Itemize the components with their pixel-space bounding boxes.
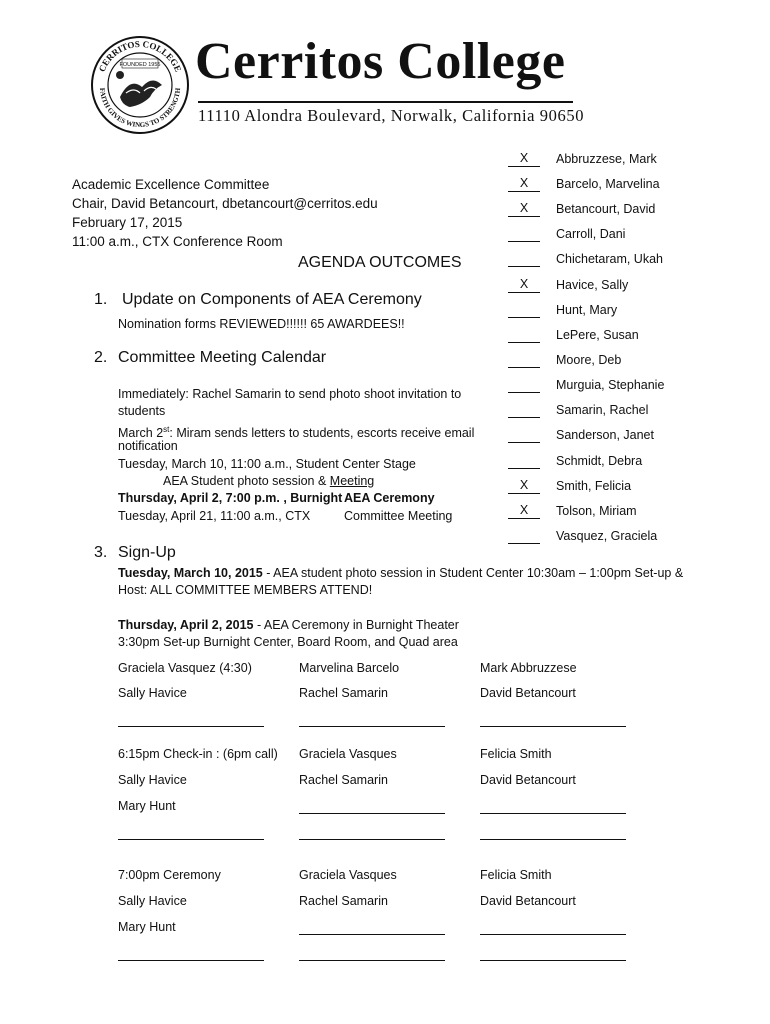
signup-name: David Betancourt [480, 773, 576, 787]
attendee-name: Carroll, Dani [556, 227, 626, 241]
signup-name: Graciela Vasques [299, 747, 397, 761]
signup-blank-line [480, 934, 626, 935]
signup-name: 7:00pm Ceremony [118, 868, 221, 882]
attendee-name: Moore, Deb [556, 353, 622, 367]
college-address: 11110 Alondra Boulevard, Norwalk, California 90650 [198, 106, 585, 125]
attendance-mark [508, 353, 540, 368]
signup-blank-line [299, 726, 445, 727]
signup-name: Felicia Smith [480, 747, 552, 761]
signup-name: Rachel Samarin [299, 686, 388, 700]
signup-blank-line [480, 726, 626, 727]
attendee-name: LePere, Susan [556, 328, 639, 342]
signup-name: Mary Hunt [118, 799, 176, 813]
attendee-name: Hunt, Mary [556, 303, 618, 317]
signup-name: Mary Hunt [118, 920, 176, 934]
section-3-title: Sign-Up [118, 544, 176, 561]
signup-paragraph: 3:30pm Set-up Burnight Center, Board Room, and Quad area [118, 635, 458, 649]
attendance-mark [508, 428, 540, 443]
calendar-line: AEA Student photo session & Meeting [163, 474, 375, 488]
signup-blank-line [480, 839, 626, 840]
college-seal-logo [90, 35, 190, 135]
signup-blank-line [299, 934, 445, 935]
signup-blank-line [299, 813, 445, 814]
seal-center-text: FOUNDED 1955 [119, 62, 161, 68]
attendance-mark [508, 378, 540, 393]
calendar-line: students [118, 404, 166, 418]
attendance-mark [508, 403, 540, 418]
committee-chair: Chair, David Betancourt, dbetancourt@cerritos.edu [72, 196, 378, 211]
signup-blank-line [299, 960, 445, 961]
calendar-line: Committee Meeting [344, 509, 453, 523]
attendance-mark [508, 328, 540, 343]
attendance-mark: X [508, 177, 540, 192]
college-name: Cerritos College [195, 33, 566, 90]
attendance-mark [508, 454, 540, 469]
nomination-note: Nomination forms REVIEWED!!!!!! 65 AWARDEES!! [118, 317, 405, 331]
signup-name: Graciela Vasquez (4:30) [118, 661, 252, 675]
section-1-number: 1. [94, 291, 108, 308]
signup-name: Rachel Samarin [299, 773, 388, 787]
attendee-name: Sanderson, Janet [556, 428, 654, 442]
attendee-name: Barcelo, Marvelina [556, 177, 660, 191]
signup-name: 6:15pm Check-in : (6pm call) [118, 747, 278, 761]
attendance-mark [508, 303, 540, 318]
signup-blank-line [480, 960, 626, 961]
signup-name: David Betancourt [480, 686, 576, 700]
section-2-number: 2. [94, 349, 108, 366]
attendance-mark: X [508, 278, 540, 293]
attendee-name: Schmidt, Debra [556, 454, 643, 468]
signup-paragraph: Tuesday, March 10, 2015 - AEA student photo session in Student Center 10:30am – 1:00pm Set-up & [118, 566, 684, 580]
attendee-name: Samarin, Rachel [556, 403, 649, 417]
signup-name: Marvelina Barcelo [299, 661, 400, 675]
attendee-name: Vasquez, Graciela [556, 529, 658, 543]
signup-name: Sally Havice [118, 894, 187, 908]
committee-name: Academic Excellence Committee [72, 177, 270, 192]
signup-blank-line [118, 726, 264, 727]
attendance-mark [508, 529, 540, 544]
attendee-name: Murguia, Stephanie [556, 378, 665, 392]
attendee-name: Smith, Felicia [556, 479, 632, 493]
calendar-line: March 2st: Miram sends letters to students, escorts receive email [118, 425, 475, 441]
attendance-mark: X [508, 479, 540, 494]
attendance-mark: X [508, 202, 540, 217]
calendar-line: Tuesday, April 21, 11:00 a.m., CTX [118, 509, 311, 523]
calendar-line: notification [118, 439, 178, 453]
header-divider [198, 101, 573, 103]
meeting-time-place: 11:00 a.m., CTX Conference Room [72, 234, 283, 249]
attendee-name: Abbruzzese, Mark [556, 152, 657, 166]
signup-paragraph: Host: ALL COMMITTEE MEMBERS ATTEND! [118, 583, 373, 597]
section-1-title: Update on Components of AEA Ceremony [122, 291, 422, 308]
seal-bottom-text: FAITH GIVES WINGS TO STRENGTH [97, 87, 183, 130]
attendee-name: Betancourt, David [556, 202, 656, 216]
calendar-line: Immediately: Rachel Samarin to send photo shoot invitation to [118, 387, 462, 401]
attendee-name: Tolson, Miriam [556, 504, 637, 518]
signup-blank-line [118, 839, 264, 840]
signup-name: Rachel Samarin [299, 894, 388, 908]
section-3-number: 3. [94, 544, 108, 561]
calendar-line: Thursday, April 2, 7:00 p.m. , Burnight [118, 491, 343, 505]
seal-top-text: CERRITOS COLLEGE [96, 38, 184, 74]
attendance-mark [508, 227, 540, 242]
signup-name: Sally Havice [118, 686, 187, 700]
signup-name: Graciela Vasques [299, 868, 397, 882]
signup-blank-line [480, 813, 626, 814]
meeting-date: February 17, 2015 [72, 215, 183, 230]
calendar-line: Tuesday, March 10, 11:00 a.m., Student Center Stage [118, 457, 416, 471]
section-2-title: Committee Meeting Calendar [118, 349, 327, 366]
signup-name: Mark Abbruzzese [480, 661, 577, 675]
attendee-name: Chichetaram, Ukah [556, 252, 663, 266]
agenda-title: AGENDA OUTCOMES [298, 254, 462, 271]
signup-name: Sally Havice [118, 773, 187, 787]
signup-blank-line [118, 960, 264, 961]
signup-blank-line [299, 839, 445, 840]
attendee-name: Havice, Sally [556, 278, 629, 292]
calendar-line: AEA Ceremony [344, 491, 435, 505]
attendance-mark: X [508, 504, 540, 519]
attendance-mark: X [508, 152, 540, 167]
attendance-mark [508, 252, 540, 267]
signup-name: David Betancourt [480, 894, 576, 908]
signup-name: Felicia Smith [480, 868, 552, 882]
signup-paragraph: Thursday, April 2, 2015 - AEA Ceremony in Burnight Theater [118, 618, 459, 632]
